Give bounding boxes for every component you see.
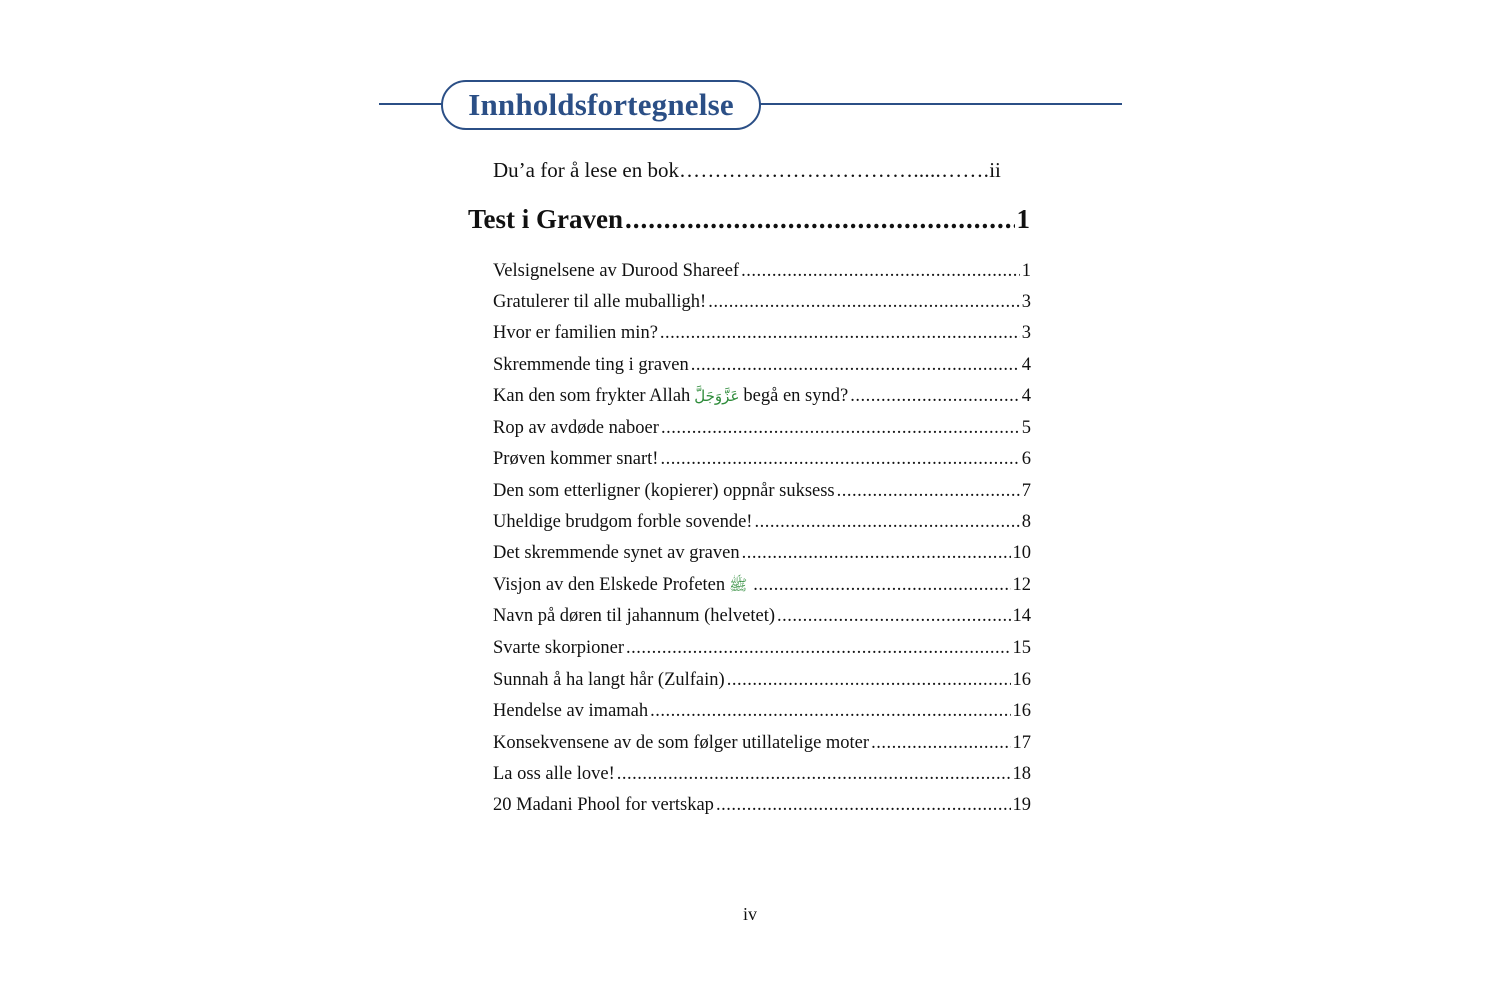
toc-entry-leader: [626, 638, 1010, 659]
toc-entry-leader: [753, 575, 1010, 596]
toc-entry-leader: [777, 606, 1010, 627]
toc-entry-page: 7: [1021, 481, 1031, 501]
toc-intro-page: ii: [989, 158, 1001, 182]
toc-entry-page: 12: [1012, 575, 1031, 595]
toc-entry-text: Kan den som frykter Allah: [493, 386, 691, 406]
header-rule-left: [379, 103, 443, 105]
toc-entry-page: 16: [1012, 701, 1031, 721]
toc-entry[interactable]: [493, 292, 1031, 313]
toc-entry-page: 5: [1021, 418, 1031, 438]
toc-entry[interactable]: [493, 261, 1031, 282]
toc-entry-page: 1: [1021, 261, 1031, 281]
toc-entry-text: La oss alle love!: [493, 764, 615, 784]
toc-entry-page: 10: [1012, 543, 1031, 563]
toc-entry-leader: [742, 543, 1011, 564]
toc-entry-text: Svarte skorpioner: [493, 638, 625, 658]
toc-entry[interactable]: [493, 543, 1031, 564]
toc-entry-leader: [617, 764, 1011, 785]
toc-chapter-line[interactable]: [468, 204, 1030, 235]
toc-entry-leader: [741, 261, 1020, 282]
toc-entry-text: Navn på døren til jahannum (helvetet): [493, 606, 776, 626]
toc-entry[interactable]: [493, 449, 1031, 470]
toc-entry[interactable]: [493, 764, 1031, 785]
toc-entry[interactable]: [493, 323, 1031, 344]
toc-entry-text: Konsekvensene av de som følger utillatelige moter: [493, 733, 870, 753]
toc-entry-text: Rop av avdøde naboer: [493, 418, 659, 438]
toc-entry[interactable]: [493, 733, 1031, 754]
toc-entry-leader: [660, 449, 1019, 470]
toc-entry-leader: [716, 795, 1011, 816]
toc-entry-text: Sunnah å ha langt hår (Zulfain): [493, 670, 725, 690]
toc-chapter-leader: [625, 204, 1015, 235]
toc-entry[interactable]: [493, 418, 1031, 439]
toc-entry-text: Gratulerer til alle muballigh!: [493, 292, 707, 312]
toc-entry[interactable]: [493, 670, 1031, 691]
toc-entry-page: 15: [1012, 638, 1031, 658]
header-rule-right: [760, 103, 1122, 105]
toc-entry-text: Skremmende ting i graven: [493, 355, 689, 375]
toc-entry-text: Velsignelsene av Durood Shareef: [493, 261, 740, 281]
toc-chapter-page: 1: [1016, 204, 1030, 234]
toc-entry-leader: [727, 670, 1011, 691]
toc-entry[interactable]: [493, 575, 1031, 598]
toc-entry-leader: [850, 386, 1020, 407]
toc-entry-page: 3: [1021, 323, 1031, 343]
toc-entry-page: 6: [1021, 449, 1031, 469]
toc-entry[interactable]: [493, 386, 1031, 407]
toc-entry-leader: [754, 512, 1019, 533]
toc-entry-page: 8: [1021, 512, 1031, 532]
toc-entry-page: 18: [1012, 764, 1031, 784]
toc-entry-leader: [691, 355, 1020, 376]
toc-intro-line[interactable]: [493, 158, 1001, 183]
toc-entry[interactable]: [493, 638, 1031, 659]
toc-entry-text: 20 Madani Phool for vertskap: [493, 795, 714, 815]
toc-entry-text: Den som etterligner (kopierer) oppnår suksess: [493, 481, 835, 501]
toc-entry-text: Uheldige brudgom forble sovende!: [493, 512, 753, 532]
toc-entry-page: 4: [1021, 386, 1031, 406]
toc-intro-leader: …………………………….....…….: [679, 158, 990, 182]
toc-chapter-title: Test i Graven: [468, 204, 623, 234]
toc-entry-text: Prøven kommer snart!: [493, 449, 659, 469]
toc-entry-page: 19: [1012, 795, 1031, 815]
honorific-glyph: ﷺ: [729, 576, 748, 594]
toc-entry-leader: [708, 292, 1020, 313]
page-title: Innholdsfortegnelse: [468, 87, 734, 122]
toc-entry[interactable]: [493, 355, 1031, 376]
toc-entry-text: Hvor er familien min?: [493, 323, 658, 343]
toc-entry[interactable]: [493, 481, 1031, 502]
toc-entry-leader: [837, 481, 1020, 502]
toc-entry-text: Det skremmende synet av graven: [493, 543, 740, 563]
toc-entry[interactable]: [493, 606, 1031, 627]
toc-entry-leader: [871, 733, 1010, 754]
toc-entry-text: Visjon av den Elskede Profeten: [493, 575, 726, 595]
toc-entry-leader: [660, 323, 1020, 344]
toc-entry[interactable]: [493, 512, 1031, 533]
honorific-glyph: عَزَّوَجَلَّ: [694, 387, 740, 405]
toc-entry-page: 17: [1012, 733, 1031, 753]
toc-entry-leader: [661, 418, 1020, 439]
toc-entry-page: 14: [1012, 606, 1031, 626]
toc-entry-leader: [650, 701, 1010, 722]
toc-entry-page: 4: [1021, 355, 1031, 375]
toc-title-frame: [441, 80, 761, 130]
toc-entry-page: 3: [1021, 292, 1031, 312]
toc-entry-text: Hendelse av imamah: [493, 701, 649, 721]
toc-entry-text-continued: begå en synd?: [743, 386, 849, 406]
toc-intro-text: Du’a for å lese en bok: [493, 158, 680, 182]
toc-entry[interactable]: [493, 701, 1031, 722]
toc-entry-page: 16: [1012, 670, 1031, 690]
toc-entry[interactable]: [493, 795, 1031, 816]
page-number: iv: [742, 904, 757, 924]
